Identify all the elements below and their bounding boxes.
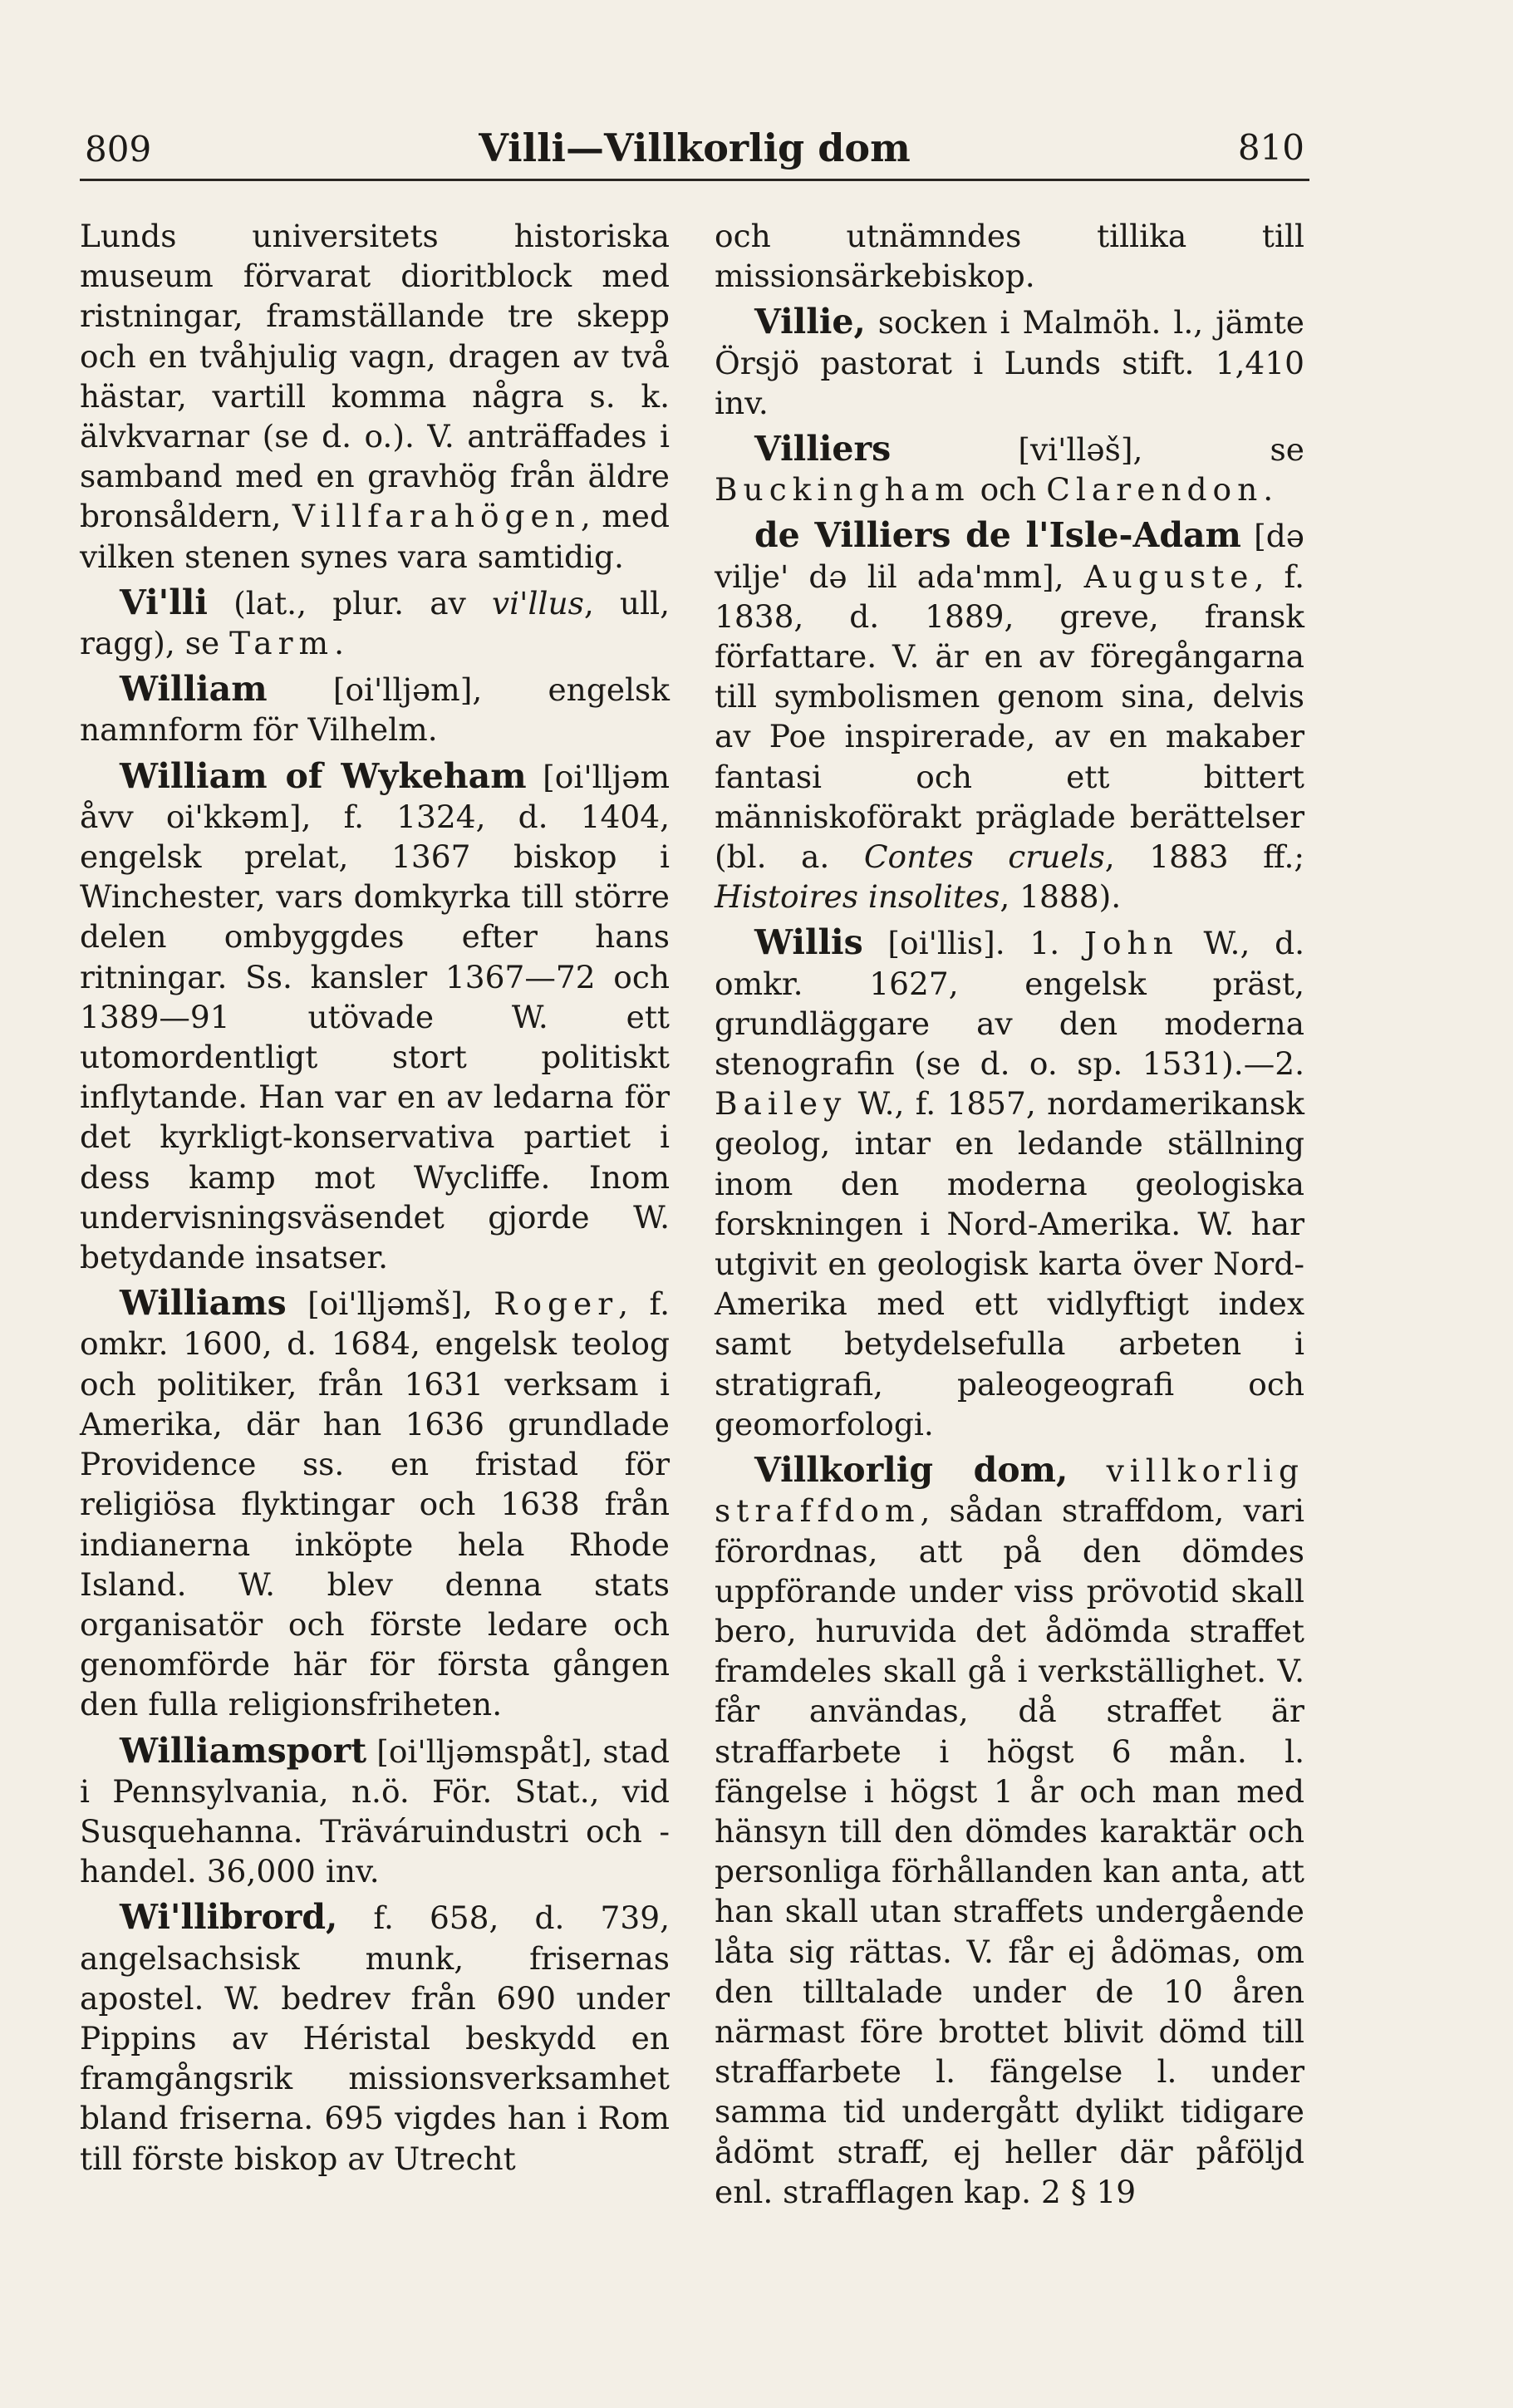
entry-text: , sådan straffdom, vari förordnas, att på den dömdes uppförande under viss prövotid skall bero, huruvida det ådömda straffet framdeles skall gå i verkställighet. V. får användas, då straffet är straffarbete i högst 6 mån. l. fängelse i högst 1 år och man med hänsyn till den dömdes karaktär och personliga förhållanden kan anta, att han skall utan straffets undergående låta sig rättas. V. får ej ådömas, om den tilltalade under de 10 åren närmast före brottet blivit dömd till straffarbete l. fängelse l. under samma tid undergått dylikt tidigare ådömt straff, ej heller där påföljd enl. strafflagen kap. 2 § 19: [715, 1492, 1304, 2210]
entry-text: f. 658, d. 739, angelsachsisk munk, frisernas apostel. W. bedrev från 690 under Pippins av Héristal beskydd en framgångsrik missionsverksamhet bland friserna. 695 vigdes han i Rom till förste biskop av Utrecht: [80, 1899, 670, 2177]
dictionary-entry: [80, 582, 670, 663]
entry-text: Tarm: [229, 625, 335, 662]
entry-text: Villfarahögen: [292, 498, 581, 535]
dictionary-entry: [715, 1450, 1304, 2212]
continuation-paragraph: [80, 216, 670, 577]
left-column: [80, 216, 670, 2184]
dictionary-entry: [715, 429, 1304, 509]
entry-headword: Willis: [754, 922, 863, 963]
dictionary-entry: [80, 756, 670, 1278]
entry-text: [oi'lljəm åvv oi'kkəm], f. 1324, d. 1404, engelsk prelat, 1367 biskop i Winchester, vars domkyrka till större delen ombyggdes efter hans ritningar. Ss. kansler 1367—72 och 1389—91 utövade W. ett utomordentligt stort politiskt inflytande. Han var en av ledarna för det kyrkligt-konservativa partiet i dess kamp mot Wycliffe. Inom undervisningsväsendet gjorde W. betydande insatser.: [80, 758, 670, 1276]
entry-text: Buckingham: [715, 471, 970, 509]
continuation-paragraph: [715, 216, 1304, 296]
entry-text: [oi'lljəmš],: [286, 1285, 494, 1323]
entry-text: villkorlig straffdom: [715, 1452, 1304, 1530]
entry-text: och utnämndes tillika till missionsärkebiskop.: [715, 218, 1304, 295]
entry-text: och: [970, 471, 1047, 509]
entry-text: John: [1083, 925, 1179, 962]
entry-text: [oi'lljəmspåt], stad i Pennsylvania, n.ö. För. Stat., vid Susquehanna. Träváruindustri och -handel. 36,000 inv.: [80, 1732, 670, 1890]
entry-headword: Williams: [120, 1283, 287, 1324]
page-number-left: 809: [85, 129, 152, 170]
dictionary-entry: [80, 669, 670, 749]
dictionary-entry: [80, 1897, 670, 2178]
entry-text: .: [1263, 471, 1274, 509]
dictionary-entry: [715, 922, 1304, 1444]
entry-text: .: [334, 625, 344, 662]
running-title: Villi—Villkorlig dom: [479, 125, 911, 170]
entry-text: Roger: [494, 1285, 619, 1323]
entry-headword: William: [120, 669, 268, 710]
entry-headword: Villkorlig dom,: [754, 1450, 1068, 1491]
entry-headword: Vi'lli: [120, 582, 208, 622]
entry-text: socken i Malmöh. l., jämte Örsjö pastorat i Lunds stift. 1,410 inv.: [715, 304, 1304, 421]
right-column: [715, 216, 1304, 2218]
dictionary-entry: [80, 1283, 670, 1724]
dictionary-entry: [715, 515, 1304, 917]
page-header: [80, 120, 1309, 181]
entry-headword: Villie,: [754, 302, 866, 342]
entry-text: Bailey: [715, 1085, 847, 1123]
entry-text: Lunds universitets historiska museum förvarat dioritblock med ristningar, framställande tre skepp och en tvåhjulig vagn, dragen av två hästar, vartill komma några s. k. älvkvarnar (se d. o.). V. anträffades i samband med en gravhög från äldre bronsåldern,: [80, 218, 670, 535]
entry-text: , med vilken stenen synes vara samtidig.: [80, 498, 670, 575]
dictionary-entry: [80, 1731, 670, 1892]
entry-text: [də vilje' də lil ada'mm],: [715, 518, 1305, 595]
entry-text: (lat., plur. av: [207, 584, 492, 622]
dictionary-entry: [715, 302, 1304, 423]
entry-text: [1068, 1452, 1106, 1489]
entry-text: vi'llus: [491, 584, 584, 622]
entry-headword: Villiers: [754, 429, 892, 469]
entry-text: , ull, ragg), se: [80, 584, 670, 662]
entry-text: , 1888).: [1000, 878, 1122, 916]
entry-text: [oi'llis]. 1.: [862, 925, 1084, 962]
entry-headword: William of Wykeham: [120, 755, 527, 796]
entry-text: Histoires insolites: [715, 878, 1000, 916]
entry-text: Contes cruels: [863, 838, 1105, 876]
entry-text: W., f. 1857, nordamerikansk geolog, intar en ledande ställning inom den moderna geologiska forskningen i Nord-Amerika. W. har utgivit en geologisk karta över Nord-Amerika med ett vidlyftigt index samt betydelsefulla arbeten i stratigrafi, paleogeografi och geomorfologi.: [715, 1085, 1304, 1442]
entry-text: [oi'lljəm], engelsk namnform för Vilhelm.: [80, 671, 670, 749]
entry-text: [vi'lləš], se: [891, 431, 1304, 469]
entry-text: , f. omkr. 1600, d. 1684, engelsk teolog och politiker, från 1631 verksam i Amerika, där han 1636 grundlade Providence ss. en fristad för religiösa flyktingar och 1638 från indianerna inköpte hela Rhode Island. W. blev denna stats organisatör och förste ledare och genomförde här för första gången den fulla religionsfriheten.: [80, 1285, 670, 1723]
entry-headword: de Villiers de l'Isle-Adam: [754, 515, 1241, 556]
entry-text: , f. 1838, d. 1889, greve, fransk författare. V. är en av föregångarna till symbolismen genom sina, delvis av Poe inspirerade, av en makaber fantasi och ett bittert människoförakt präglade berättelser (bl. a.: [715, 558, 1304, 876]
entry-headword: Wi'llibrord,: [120, 1897, 338, 1938]
entry-text: Clarendon: [1046, 471, 1264, 509]
entry-text: Auguste: [1083, 558, 1255, 595]
entry-headword: Williamsport: [120, 1730, 367, 1771]
page-number-right: 810: [1237, 127, 1304, 168]
entry-text: W., d. omkr. 1627, engelsk präst, grundläggare av den moderna stenografin (se d. o. sp. 1531).—2.: [715, 925, 1304, 1083]
entry-text: , 1883 ff.;: [1104, 838, 1305, 876]
